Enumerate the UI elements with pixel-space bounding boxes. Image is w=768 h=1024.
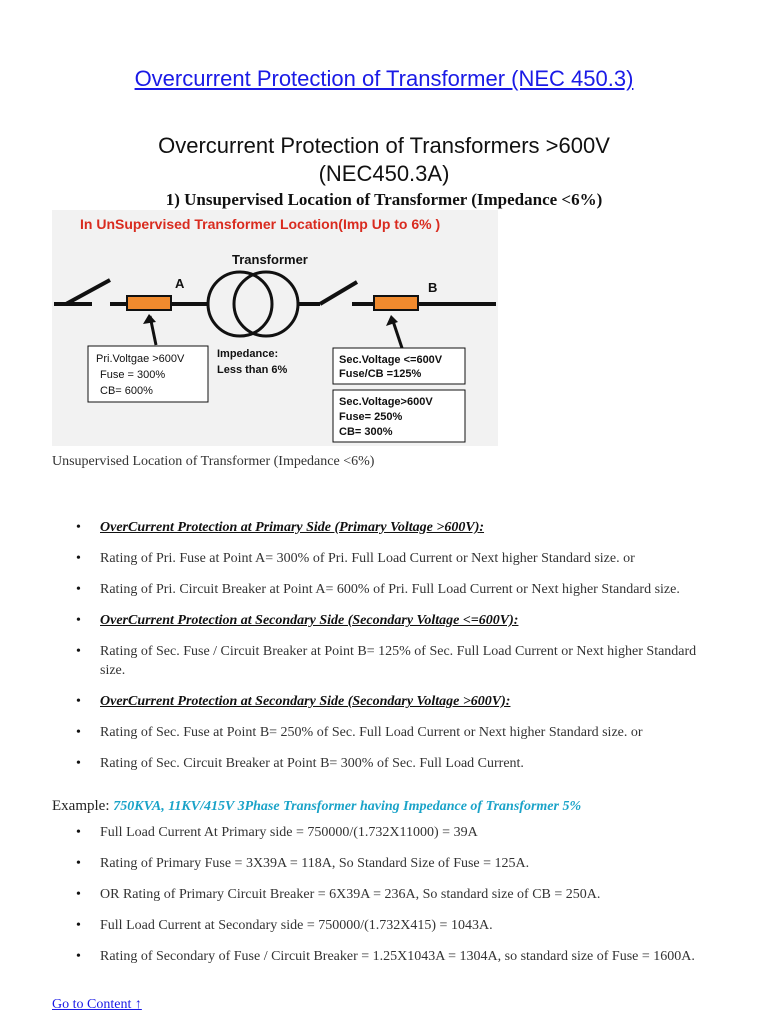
section-heading-line2: (NEC450.3A)	[318, 161, 450, 186]
list-item	[72, 549, 710, 568]
list-item	[72, 518, 710, 537]
list-item-heading: OverCurrent Protection at Secondary Side (Secondary Voltage <=600V):	[100, 613, 519, 628]
list-item-text: OR Rating of Primary Circuit Breaker = 6X39A = 236A, So standard size of CB = 250A.	[100, 887, 601, 902]
transformer-diagram	[52, 210, 498, 446]
list-item	[72, 692, 710, 711]
transformer-diagram-svg	[52, 210, 498, 446]
list-item-text: Rating of Primary Fuse = 3X39A = 118A, So Standard Size of Fuse = 125A.	[100, 856, 530, 871]
secondary-switch	[320, 282, 357, 304]
article-title-link[interactable]: Overcurrent Protection of Transformer (NEC 450.3)	[134, 66, 634, 91]
go-to-content-link[interactable]: Go to Content ↑	[52, 997, 142, 1012]
list-item-text: Full Load Current at Secondary side = 750000/(1.732X415) = 1043A.	[100, 918, 493, 933]
example-label: Example:	[52, 798, 110, 814]
section-heading	[0, 132, 768, 188]
example-text: 750KVA, 11KV/415V 3Phase Transformer having Impedance of Transformer 5%	[113, 799, 582, 814]
fuse-b	[374, 296, 418, 310]
section-heading-line1: Overcurrent Protection of Transformers >600V	[158, 133, 610, 158]
fuse-a	[127, 296, 171, 310]
example-line	[52, 798, 581, 815]
primary-box-line-3: CB= 600%	[100, 385, 153, 397]
example-calc-list	[72, 823, 710, 978]
list-item	[72, 854, 710, 873]
list-item-text: Rating of Pri. Circuit Breaker at Point A= 600% of Pri. Full Load Current or Next higher Standard size.	[100, 582, 680, 597]
diagram-title: In UnSupervised Transformer Location(Imp Up to 6% )	[80, 216, 441, 232]
secondary-high-line-1: Sec.Voltage>600V	[339, 396, 433, 408]
list-item-text: Rating of Secondary of Fuse / Circuit Breaker = 1.25X1043A = 1304A, so standard size of Fuse = 1600A.	[100, 949, 695, 964]
list-item-heading: OverCurrent Protection at Primary Side (Primary Voltage >600V):	[100, 520, 485, 535]
list-item	[72, 823, 710, 842]
list-item	[72, 611, 710, 630]
list-item	[72, 723, 710, 742]
transformer-label: Transformer	[232, 252, 308, 267]
list-item-text: Rating of Sec. Fuse at Point B= 250% of Sec. Full Load Current or Next higher Standard size. or	[100, 725, 643, 740]
subheading: 1) Unsupervised Location of Transformer (Impedance <6%)	[165, 190, 603, 209]
point-a-label: A	[175, 276, 185, 291]
protection-rules-list	[72, 518, 710, 785]
secondary-low-line-2: Fuse/CB =125%	[339, 368, 422, 380]
diagram-caption: Unsupervised Location of Transformer (Impedance <6%)	[52, 454, 375, 469]
primary-switch	[66, 280, 110, 304]
list-item	[72, 885, 710, 904]
list-item-text: Rating of Sec. Circuit Breaker at Point B= 300% of Sec. Full Load Current.	[100, 756, 524, 771]
list-item	[72, 947, 710, 966]
primary-box-line-1: Pri.Voltgae >600V	[96, 353, 185, 365]
arrow-a-head	[143, 314, 156, 324]
list-item-heading: OverCurrent Protection at Secondary Side (Secondary Voltage >600V):	[100, 694, 511, 709]
list-item	[72, 580, 710, 599]
primary-box-line-2: Fuse = 300%	[100, 369, 166, 381]
list-item-text: Full Load Current At Primary side = 750000/(1.732X11000) = 39A	[100, 825, 478, 840]
secondary-high-line-3: CB= 300%	[339, 426, 393, 438]
list-item-text: Rating of Pri. Fuse at Point A= 300% of Pri. Full Load Current or Next higher Standard size. or	[100, 551, 635, 566]
impedance-line-1: Impedance:	[217, 348, 279, 360]
list-item-text: Rating of Sec. Fuse / Circuit Breaker at Point B= 125% of Sec. Full Load Current or Next higher Standard size.	[100, 644, 697, 678]
transformer-coil-2	[234, 272, 298, 336]
list-item	[72, 916, 710, 935]
impedance-line-2: Less than 6%	[217, 364, 288, 376]
list-item	[72, 754, 710, 773]
point-b-label: B	[428, 280, 438, 295]
secondary-high-line-2: Fuse= 250%	[339, 411, 403, 423]
secondary-low-line-1: Sec.Voltage <=600V	[339, 354, 443, 366]
arrow-b-head	[386, 315, 398, 326]
transformer-coil-1	[208, 272, 272, 336]
list-item	[72, 642, 710, 680]
